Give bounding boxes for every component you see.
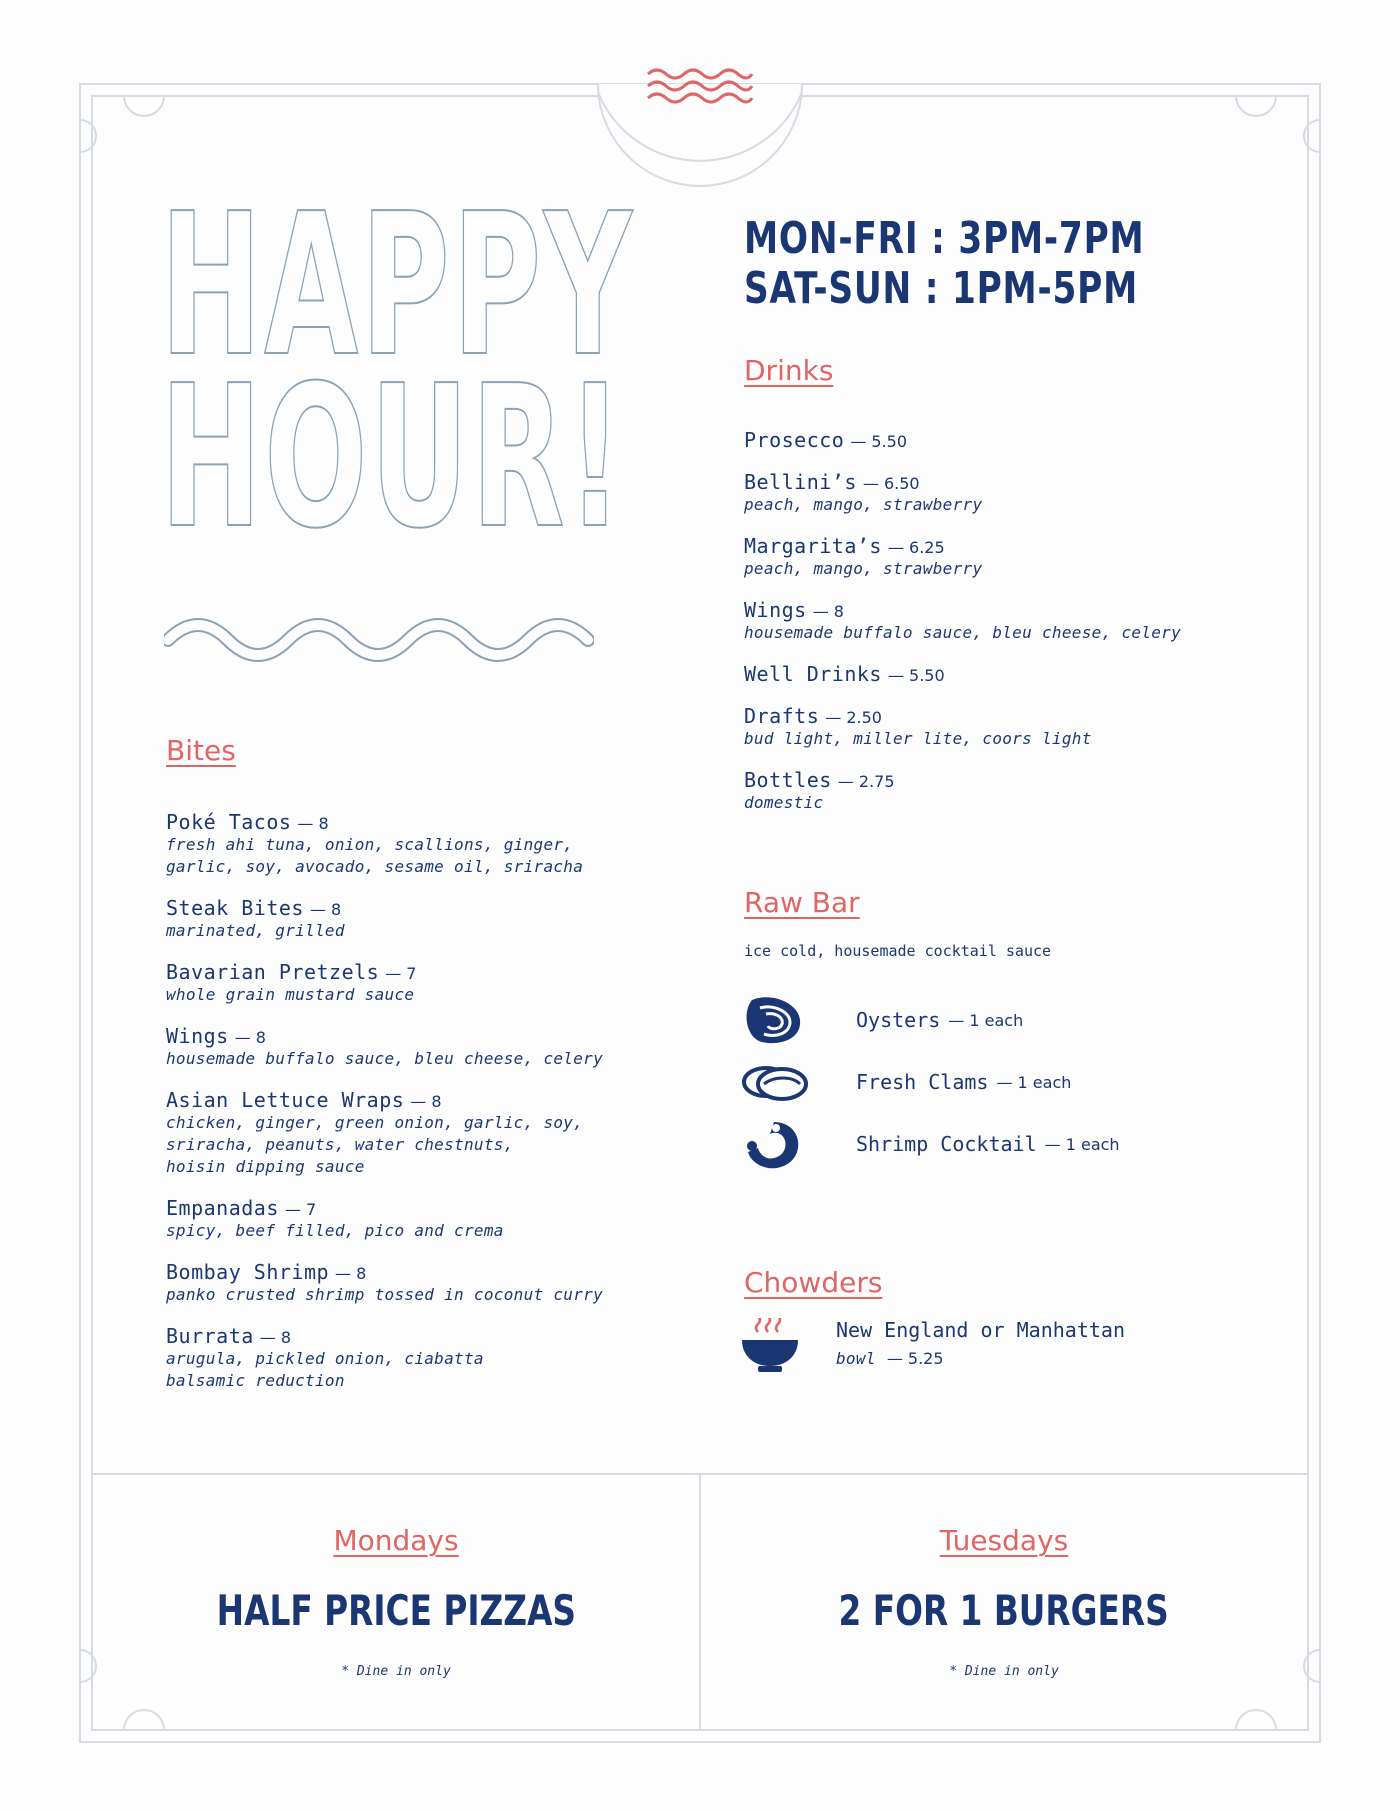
- menu-item-price: — 8: [234, 1028, 266, 1047]
- special-deal-text: HALF PRICE PIZZAS: [216, 1586, 576, 1635]
- menu-item: [744, 768, 1304, 814]
- raw-bar-item: [740, 1054, 1071, 1110]
- menu-item-description: peach, mango, strawberry: [744, 559, 983, 578]
- soup-bowl-icon: [740, 1318, 800, 1376]
- special-day-monday: Mondays: [333, 1524, 459, 1557]
- menu-item-description: arugula, pickled onion, ciabatta balsamic reduction: [166, 1349, 484, 1390]
- raw-item-name: Oysters: [856, 1008, 941, 1032]
- menu-item-description: spicy, beef filled, pico and crema: [166, 1221, 504, 1240]
- special-deal-monday: [92, 1586, 700, 1635]
- menu-item-name: Prosecco: [744, 428, 845, 452]
- menu-item-description: housemade buffalo sauce, bleu cheese, celery: [166, 1049, 604, 1068]
- raw-item-price: — 1 each: [1044, 1134, 1120, 1154]
- chowder-price: — 5.25: [886, 1349, 944, 1368]
- menu-item-price: — 8: [410, 1092, 442, 1111]
- menu-item-price: — 6.25: [887, 538, 945, 557]
- menu-item: [166, 896, 726, 942]
- raw-item-price: — 1 each: [948, 1010, 1024, 1030]
- menu-item-name: Wings: [166, 1024, 229, 1048]
- menu-item-price: — 8: [812, 602, 844, 621]
- menu-item-name: Poké Tacos: [166, 810, 292, 834]
- menu-item-description: whole grain mustard sauce: [166, 985, 415, 1004]
- happy-hour-title: [160, 172, 640, 572]
- raw-bar-item: [740, 1116, 1120, 1172]
- raw-item-price: — 1 each: [996, 1072, 1072, 1092]
- chowder-name: New England or Manhattan: [836, 1318, 1125, 1342]
- menu-item-name: Margarita’s: [744, 534, 882, 558]
- menu-item: [166, 1088, 726, 1178]
- hours-block: [744, 214, 1257, 314]
- menu-item: [166, 1260, 726, 1306]
- menu-item-name: Bombay Shrimp: [166, 1260, 330, 1284]
- bites-list: [166, 810, 726, 1410]
- menu-item-name: Empanadas: [166, 1196, 279, 1220]
- menu-item-description: panko crusted shrimp tossed in coconut curry: [166, 1285, 604, 1304]
- special-day-tuesday: Tuesdays: [939, 1524, 1069, 1557]
- menu-item-name: Drafts: [744, 704, 820, 728]
- raw-bar-heading: Raw Bar: [744, 886, 860, 919]
- menu-item: [166, 810, 726, 878]
- menu-item-price: — 2.75: [837, 772, 895, 791]
- chowder-size: bowl: [836, 1349, 876, 1368]
- menu-item-name: Steak Bites: [166, 896, 304, 920]
- menu-item-price: — 2.50: [825, 708, 882, 727]
- menu-item-description: fresh ahi tuna, onion, scallions, ginger, garlic, soy, avocado, sesame oil, sriracha: [166, 835, 584, 876]
- menu-item: [744, 470, 1304, 516]
- chowders-heading: Chowders: [744, 1266, 883, 1299]
- clam-icon: [740, 1054, 810, 1110]
- special-note-monday: * Dine in only: [341, 1664, 451, 1679]
- menu-item: [744, 428, 1304, 452]
- menu-item-price: — 7: [385, 964, 417, 983]
- raw-bar-item: [740, 992, 1023, 1048]
- title-line-2: HOUR!: [160, 344, 626, 572]
- special-deal-text: 2 FOR 1 BURGERS: [838, 1586, 1170, 1635]
- menu-item: [744, 534, 1304, 580]
- title-line-1: HAPPY: [160, 172, 635, 400]
- menu-item-price: — 8: [297, 814, 329, 833]
- menu-item-price: — 5.50: [850, 432, 908, 451]
- menu-item-name: Well Drinks: [744, 662, 882, 686]
- menu-item-name: Bottles: [744, 768, 832, 792]
- hours-weekend: SAT-SUN : 1PM-5PM: [744, 263, 1139, 314]
- menu-item-name: Asian Lettuce Wraps: [166, 1088, 405, 1112]
- menu-item: [166, 1024, 726, 1070]
- menu-item-description: domestic: [744, 793, 824, 812]
- drinks-list: [744, 428, 1304, 832]
- menu-item: [744, 598, 1304, 644]
- hours-weekday: MON-FRI : 3PM-7PM: [744, 213, 1145, 264]
- special-note-tuesday: * Dine in only: [949, 1664, 1059, 1679]
- shrimp-icon: [740, 1116, 810, 1172]
- raw-bar-subtitle: ice cold, housemade cocktail sauce: [744, 942, 1052, 960]
- drinks-heading: Drinks: [744, 354, 834, 387]
- raw-item-name: Fresh Clams: [856, 1070, 989, 1094]
- menu-item-description: bud light, miller lite, coors light: [744, 729, 1092, 748]
- menu-item-price: — 8: [309, 900, 342, 919]
- menu-item-price: — 8: [335, 1264, 367, 1283]
- chowder-item: [740, 1318, 1125, 1376]
- menu-item-name: Burrata: [166, 1324, 254, 1348]
- menu-item: [744, 704, 1304, 750]
- oyster-icon: [740, 992, 810, 1048]
- menu-item-price: — 8: [259, 1328, 292, 1347]
- menu-item: [744, 662, 1304, 686]
- menu-item-name: Wings: [744, 598, 807, 622]
- menu-item-description: marinated, grilled: [166, 921, 345, 940]
- menu-item-price: — 7: [284, 1200, 317, 1219]
- raw-item-name: Shrimp Cocktail: [856, 1132, 1037, 1156]
- special-deal-tuesday: [700, 1586, 1308, 1635]
- menu-item: [166, 960, 726, 1006]
- menu-item-description: peach, mango, strawberry: [744, 495, 983, 514]
- wave-ornament-large: [164, 600, 594, 680]
- menu-item-description: chicken, ginger, green onion, garlic, soy, sriracha, peanuts, water chestnuts, hoisin dipping sauce: [166, 1113, 584, 1176]
- menu-item-name: Bellini’s: [744, 470, 857, 494]
- menu-item-price: — 6.50: [862, 474, 920, 493]
- menu-item: [166, 1324, 726, 1392]
- menu-item-price: — 5.50: [887, 666, 945, 685]
- bites-heading: Bites: [166, 734, 236, 767]
- menu-item-description: housemade buffalo sauce, bleu cheese, celery: [744, 623, 1182, 642]
- wave-ornament-top: [646, 66, 754, 110]
- menu-item: [166, 1196, 726, 1242]
- menu-item-name: Bavarian Pretzels: [166, 960, 380, 984]
